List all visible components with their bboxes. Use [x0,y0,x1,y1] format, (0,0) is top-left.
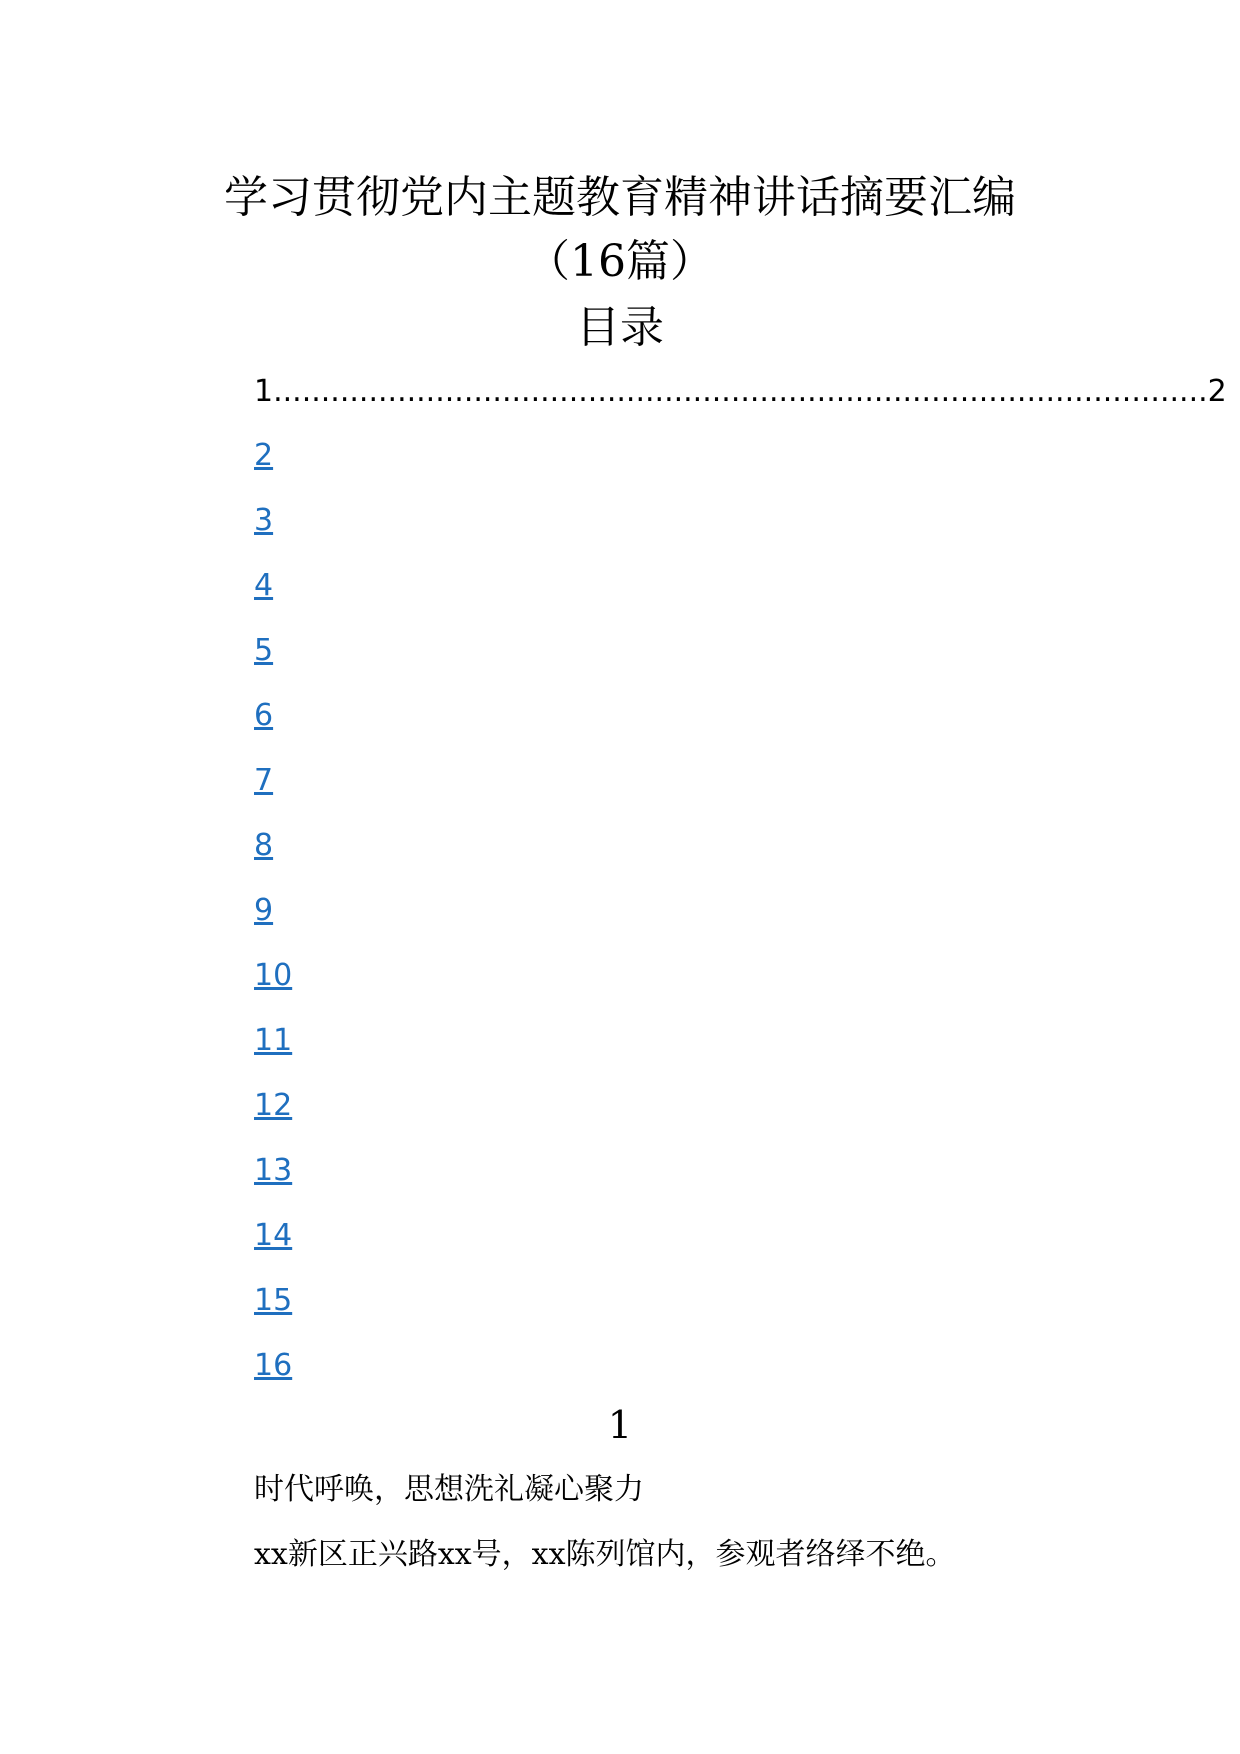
toc-heading: 目录 [576,302,664,353]
toc-link-10[interactable]: 10 [254,958,293,993]
toc-link-8[interactable]: 8 [254,828,274,863]
toc-link-16[interactable]: 16 [254,1348,293,1383]
toc-link-5[interactable]: 5 [254,633,274,668]
toc-link-2[interactable]: 2 [254,438,274,473]
toc-link-9[interactable]: 9 [254,893,274,928]
toc-entry-page: 2 [1207,374,1227,409]
section-number: 1 [607,1403,633,1447]
toc-leader-dots: .................................................................................................. [273,374,1208,409]
toc-link-11[interactable]: 11 [254,1023,293,1058]
document-subtitle: （16篇） [526,236,714,287]
toc-link-7[interactable]: 7 [254,763,274,798]
document-title: 学习贯彻党内主题教育精神讲话摘要汇编 [224,172,1016,223]
toc-entry-label: 1 [254,374,274,409]
toc-link-13[interactable]: 13 [254,1153,293,1188]
toc-entry-1[interactable] [254,372,1227,412]
paragraph-heading: 时代呼唤，思想洗礼凝心聚力 [254,1472,644,1507]
toc-link-4[interactable]: 4 [254,568,274,603]
toc-link-12[interactable]: 12 [254,1088,293,1123]
toc-link-3[interactable]: 3 [254,503,274,538]
toc-link-6[interactable]: 6 [254,698,274,733]
toc-link-14[interactable]: 14 [254,1218,293,1253]
toc-link-15[interactable]: 15 [254,1283,293,1318]
paragraph-text: xx新区正兴路xx号，xx陈列馆内，参观者络绎不绝。 [254,1537,956,1572]
